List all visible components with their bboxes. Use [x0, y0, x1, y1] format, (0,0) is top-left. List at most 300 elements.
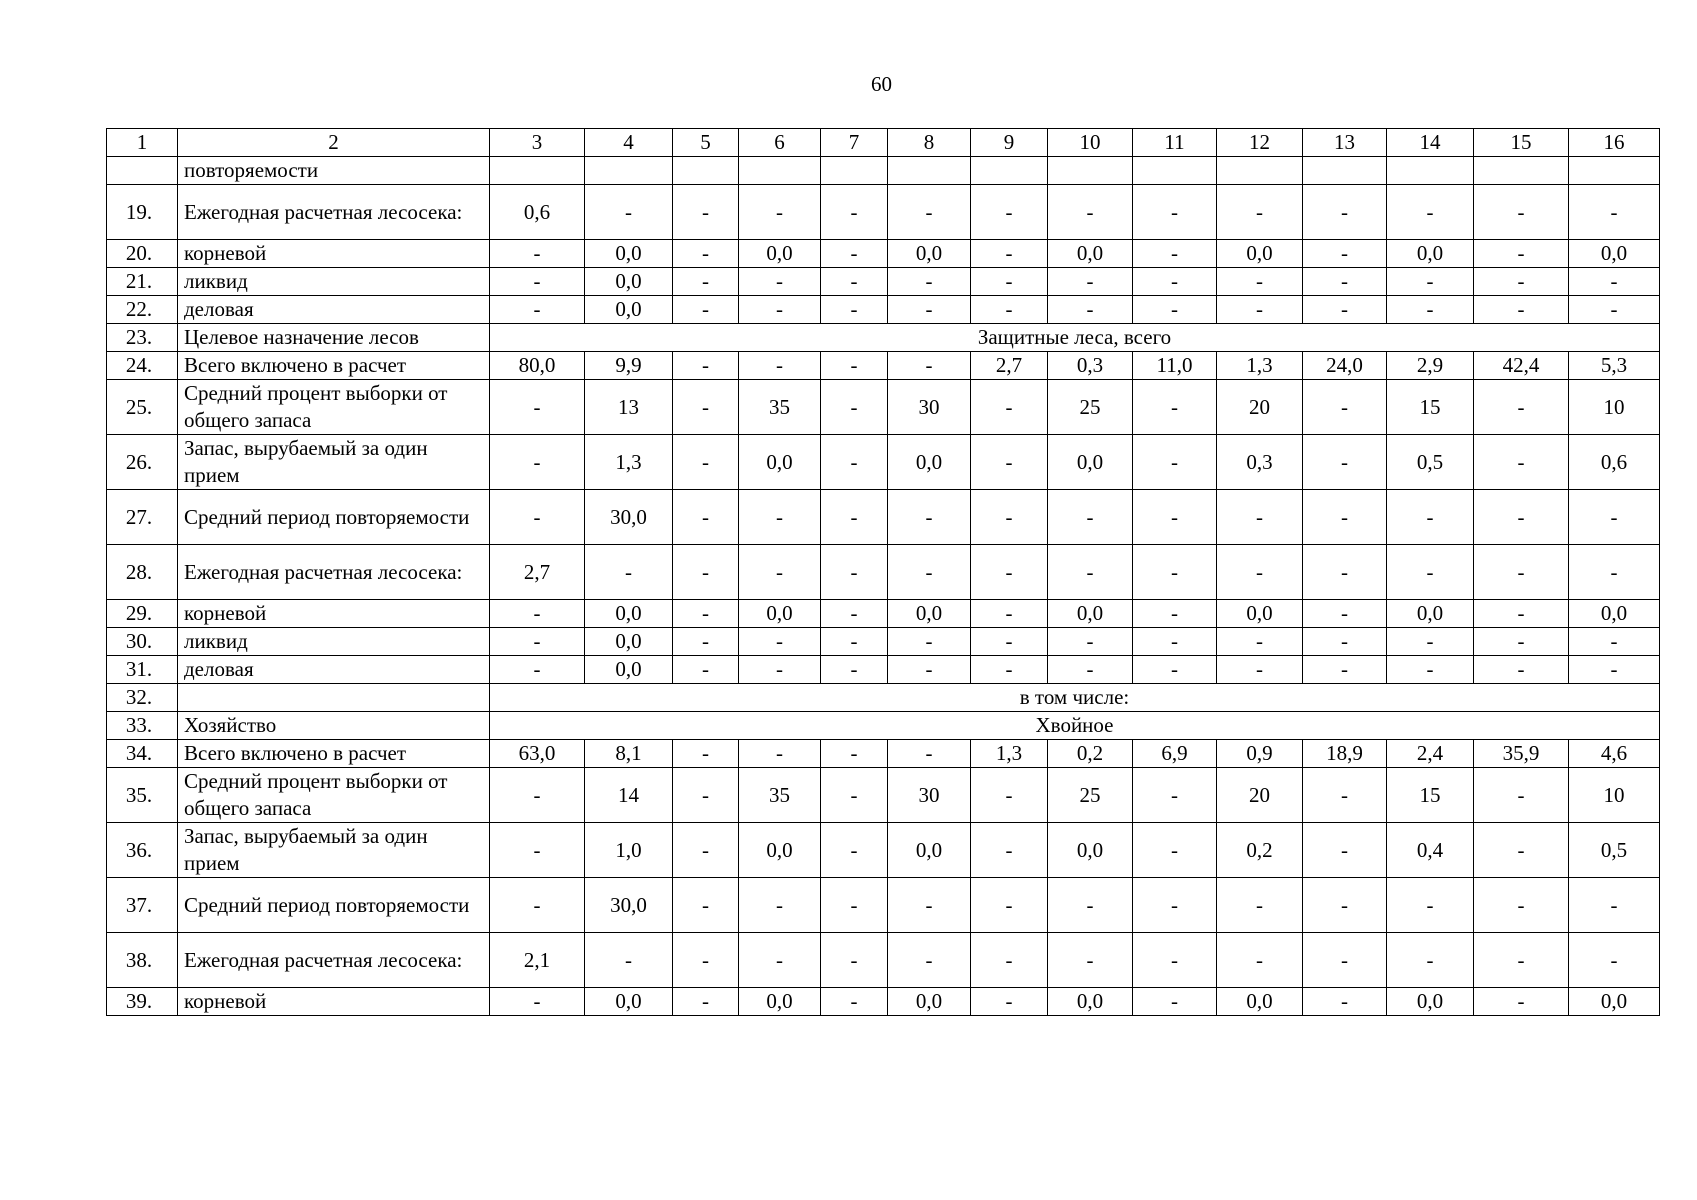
column-number-header: 13 [1303, 129, 1387, 157]
table-cell: - [739, 656, 821, 684]
table-cell: - [585, 933, 673, 988]
table-cell: 5,3 [1569, 352, 1660, 380]
table-cell: 1,3 [1217, 352, 1303, 380]
table-cell: - [1303, 545, 1387, 600]
table-cell: 0,0 [1048, 240, 1133, 268]
table-cell: - [1569, 545, 1660, 600]
table-cell: - [971, 296, 1048, 324]
table-cell: - [1048, 545, 1133, 600]
table-cell [1569, 157, 1660, 185]
table-cell: - [1048, 933, 1133, 988]
table-cell: - [673, 988, 739, 1016]
row-number: 35. [107, 768, 178, 823]
table-cell: - [739, 352, 821, 380]
row-number: 37. [107, 878, 178, 933]
table-cell: - [1303, 878, 1387, 933]
table-cell: 42,4 [1474, 352, 1569, 380]
row-number: 34. [107, 740, 178, 768]
table-cell: 0,0 [585, 600, 673, 628]
column-number-header: 4 [585, 129, 673, 157]
table-cell: 25 [1048, 768, 1133, 823]
table-cell: 10 [1569, 380, 1660, 435]
table-row [107, 352, 1660, 380]
table-cell: - [1303, 435, 1387, 490]
row-label: деловая [178, 296, 490, 324]
table-cell: 0,0 [585, 656, 673, 684]
table-cell: - [1303, 490, 1387, 545]
table-cell: - [888, 628, 971, 656]
row-label: ликвид [178, 268, 490, 296]
table-row [107, 823, 1660, 878]
table-cell: 35,9 [1474, 740, 1569, 768]
table-cell: 30 [888, 380, 971, 435]
row-number [107, 157, 178, 185]
page-number: 60 [871, 72, 892, 96]
column-number-header: 16 [1569, 129, 1660, 157]
table-cell: - [739, 268, 821, 296]
table-cell: - [888, 878, 971, 933]
section-heading: Защитные леса, всего [490, 324, 1660, 352]
table-row [107, 933, 1660, 988]
table-row [107, 628, 1660, 656]
table-cell: - [821, 878, 888, 933]
table-cell [1387, 157, 1474, 185]
table-cell: 20 [1217, 768, 1303, 823]
row-label: Всего включено в расчет [178, 740, 490, 768]
table-cell [585, 157, 673, 185]
table-cell: - [739, 628, 821, 656]
table-cell: - [971, 878, 1048, 933]
table-cell: - [1303, 185, 1387, 240]
table-cell: - [821, 823, 888, 878]
row-label: Средний процент выборки от общего запаса [178, 380, 490, 435]
row-label: корневой [178, 240, 490, 268]
table-cell: - [673, 352, 739, 380]
table-cell: 24,0 [1303, 352, 1387, 380]
table-row [107, 545, 1660, 600]
table-row [107, 490, 1660, 545]
table-cell: - [1133, 878, 1217, 933]
table-cell: - [1474, 656, 1569, 684]
row-number: 28. [107, 545, 178, 600]
table-cell: 0,0 [739, 823, 821, 878]
table-cell: - [888, 740, 971, 768]
row-number: 26. [107, 435, 178, 490]
table-cell: 0,2 [1217, 823, 1303, 878]
row-label: Средний процент выборки от общего запаса [178, 768, 490, 823]
table-cell: 2,9 [1387, 352, 1474, 380]
table-cell: - [673, 185, 739, 240]
table-cell [888, 157, 971, 185]
table-cell: 2,4 [1387, 740, 1474, 768]
table-cell: 18,9 [1303, 740, 1387, 768]
table-cell: - [1133, 435, 1217, 490]
table-cell: 0,0 [739, 600, 821, 628]
table-cell: - [1387, 545, 1474, 600]
column-number-header: 14 [1387, 129, 1474, 157]
table-cell: - [821, 656, 888, 684]
row-label: ликвид [178, 628, 490, 656]
table-cell: 0,0 [1217, 988, 1303, 1016]
table-cell [971, 157, 1048, 185]
table-cell: - [821, 740, 888, 768]
table-row [107, 656, 1660, 684]
table-cell: - [490, 240, 585, 268]
table-cell: - [1569, 628, 1660, 656]
table-cell: - [1474, 490, 1569, 545]
table-cell: - [739, 490, 821, 545]
table-cell: - [1217, 933, 1303, 988]
table-cell: 11,0 [1133, 352, 1217, 380]
row-number: 22. [107, 296, 178, 324]
table-cell: - [1474, 933, 1569, 988]
table-row [107, 324, 1660, 352]
table-cell: - [673, 656, 739, 684]
table-cell: 0,5 [1387, 435, 1474, 490]
table-cell: 0,5 [1569, 823, 1660, 878]
table-cell: 30,0 [585, 490, 673, 545]
table-cell: - [1387, 185, 1474, 240]
table-cell: - [1387, 656, 1474, 684]
table-cell: - [971, 933, 1048, 988]
table-cell: - [1133, 656, 1217, 684]
table-cell: - [971, 628, 1048, 656]
row-label: Средний период повторяемости [178, 490, 490, 545]
table-cell: 0,2 [1048, 740, 1133, 768]
table-cell [1133, 157, 1217, 185]
table-cell: - [490, 296, 585, 324]
table-cell: - [1048, 878, 1133, 933]
table-cell: - [971, 545, 1048, 600]
table-cell: - [1217, 268, 1303, 296]
table-cell: - [1303, 823, 1387, 878]
table-cell: - [1048, 268, 1133, 296]
table-cell: - [1133, 185, 1217, 240]
row-number: 39. [107, 988, 178, 1016]
table-cell: - [888, 268, 971, 296]
table-cell: - [1217, 490, 1303, 545]
table-cell: - [1569, 933, 1660, 988]
table-cell: - [1217, 545, 1303, 600]
table-cell: 0,0 [1569, 240, 1660, 268]
table-cell: - [673, 380, 739, 435]
table-cell: - [1387, 268, 1474, 296]
table-cell: - [673, 435, 739, 490]
row-label: Ежегодная расчетная лесосека: [178, 545, 490, 600]
table-cell: - [1133, 628, 1217, 656]
table-cell: - [1303, 600, 1387, 628]
table-cell: - [1303, 768, 1387, 823]
table-cell: 6,9 [1133, 740, 1217, 768]
table-cell: - [673, 823, 739, 878]
column-number-header: 7 [821, 129, 888, 157]
table-cell: - [585, 545, 673, 600]
row-label: Средний период повторяемости [178, 878, 490, 933]
table-cell: - [1133, 988, 1217, 1016]
table-cell: - [1569, 490, 1660, 545]
table-cell: - [1474, 628, 1569, 656]
table-cell: 0,0 [1569, 600, 1660, 628]
table-cell: - [739, 296, 821, 324]
table-cell: - [1133, 380, 1217, 435]
table-cell: 0,0 [1387, 600, 1474, 628]
table-cell: - [673, 878, 739, 933]
row-label: корневой [178, 988, 490, 1016]
table-cell: - [1303, 988, 1387, 1016]
table-cell: - [490, 490, 585, 545]
table-cell: - [821, 933, 888, 988]
column-number-header: 10 [1048, 129, 1133, 157]
table-cell: 0,3 [1217, 435, 1303, 490]
row-number: 38. [107, 933, 178, 988]
table-cell: - [1217, 296, 1303, 324]
table-cell: 1,3 [971, 740, 1048, 768]
table-cell: 35 [739, 380, 821, 435]
table-cell: - [821, 380, 888, 435]
table-cell: - [971, 988, 1048, 1016]
table-cell: 0,0 [1569, 988, 1660, 1016]
table-cell: 0,0 [888, 988, 971, 1016]
table-cell: 0,0 [739, 435, 821, 490]
table-cell: - [1303, 380, 1387, 435]
table-cell: - [739, 545, 821, 600]
table-cell: - [1217, 628, 1303, 656]
table-row [107, 380, 1660, 435]
table-cell: - [1217, 656, 1303, 684]
table-cell: - [888, 656, 971, 684]
row-number: 20. [107, 240, 178, 268]
table-cell: - [1387, 878, 1474, 933]
table-cell: - [821, 435, 888, 490]
table-cell: - [1474, 878, 1569, 933]
table-row [107, 268, 1660, 296]
data-table [106, 128, 1660, 1016]
table-cell: - [673, 600, 739, 628]
table-cell: 25 [1048, 380, 1133, 435]
table-cell: - [1569, 878, 1660, 933]
table-cell: - [1048, 296, 1133, 324]
row-number: 29. [107, 600, 178, 628]
table-cell [1303, 157, 1387, 185]
table-cell: - [673, 545, 739, 600]
table-row [107, 768, 1660, 823]
table-cell: 2,7 [971, 352, 1048, 380]
table-cell: 80,0 [490, 352, 585, 380]
table-cell: - [971, 600, 1048, 628]
table-cell: - [971, 823, 1048, 878]
table-cell: - [821, 352, 888, 380]
table-row [107, 296, 1660, 324]
row-label: корневой [178, 600, 490, 628]
table-cell: 1,3 [585, 435, 673, 490]
table-cell: 15 [1387, 380, 1474, 435]
table-cell: - [1474, 545, 1569, 600]
column-number-header: 2 [178, 129, 490, 157]
column-number-header: 12 [1217, 129, 1303, 157]
header-row [107, 129, 1660, 157]
table-cell: 0,3 [1048, 352, 1133, 380]
table-cell: - [1474, 435, 1569, 490]
table-row [107, 185, 1660, 240]
table-cell: - [490, 656, 585, 684]
row-label [178, 684, 490, 712]
table-cell: - [888, 490, 971, 545]
table-cell: - [1569, 656, 1660, 684]
table-cell: - [1474, 380, 1569, 435]
table-cell [1048, 157, 1133, 185]
section-heading: в том числе: [490, 684, 1660, 712]
table-cell: 0,0 [1217, 240, 1303, 268]
table-cell: 0,0 [1387, 988, 1474, 1016]
table-cell: 15 [1387, 768, 1474, 823]
table-cell [821, 157, 888, 185]
table-cell: - [673, 628, 739, 656]
row-number: 25. [107, 380, 178, 435]
table-cell: 63,0 [490, 740, 585, 768]
table-cell: - [739, 933, 821, 988]
table-cell: - [1133, 490, 1217, 545]
table-cell: - [971, 435, 1048, 490]
table-cell: - [1048, 628, 1133, 656]
table-cell: - [673, 296, 739, 324]
table-cell: - [1387, 490, 1474, 545]
row-number: 36. [107, 823, 178, 878]
table-cell: 0,0 [585, 628, 673, 656]
table-cell: - [821, 490, 888, 545]
column-number-header: 9 [971, 129, 1048, 157]
row-number: 27. [107, 490, 178, 545]
table-cell: - [1474, 240, 1569, 268]
table-cell: - [971, 490, 1048, 545]
table-cell: - [821, 628, 888, 656]
table-cell: 9,9 [585, 352, 673, 380]
table-cell: - [821, 600, 888, 628]
table-cell: 0,0 [739, 988, 821, 1016]
table-cell: - [1303, 240, 1387, 268]
table-cell: - [1133, 268, 1217, 296]
table-cell: 10 [1569, 768, 1660, 823]
table-cell: - [1048, 656, 1133, 684]
table-cell: 30 [888, 768, 971, 823]
table-cell: - [821, 545, 888, 600]
table-cell: 0,0 [888, 435, 971, 490]
table-cell: - [821, 185, 888, 240]
table-cell: - [739, 185, 821, 240]
table-cell: - [490, 988, 585, 1016]
table-cell: - [739, 878, 821, 933]
table-cell: - [490, 380, 585, 435]
table-cell: - [971, 185, 1048, 240]
row-label: Хозяйство [178, 712, 490, 740]
row-number: 33. [107, 712, 178, 740]
table-cell: - [888, 352, 971, 380]
table-cell: 35 [739, 768, 821, 823]
table-cell: 0,0 [1217, 600, 1303, 628]
table-cell: - [1474, 296, 1569, 324]
table-cell: - [490, 268, 585, 296]
table-cell: - [490, 628, 585, 656]
table-cell [1217, 157, 1303, 185]
table-cell: - [821, 296, 888, 324]
table-row [107, 684, 1660, 712]
column-number-header: 11 [1133, 129, 1217, 157]
table-row [107, 878, 1660, 933]
table-cell: - [971, 240, 1048, 268]
table-cell: - [673, 268, 739, 296]
table-cell: - [1303, 268, 1387, 296]
table-cell: 0,0 [585, 988, 673, 1016]
table-cell: 20 [1217, 380, 1303, 435]
table-cell: - [1133, 823, 1217, 878]
table-cell: - [1474, 185, 1569, 240]
table-cell: 0,0 [1387, 240, 1474, 268]
table-cell: - [1474, 600, 1569, 628]
column-number-header: 15 [1474, 129, 1569, 157]
column-number-header: 3 [490, 129, 585, 157]
table-cell: 0,0 [888, 240, 971, 268]
table-cell: 0,4 [1387, 823, 1474, 878]
table-cell: - [490, 823, 585, 878]
row-label: Целевое назначение лесов [178, 324, 490, 352]
column-number-header: 8 [888, 129, 971, 157]
table-cell: - [490, 600, 585, 628]
table-cell: 0,0 [585, 268, 673, 296]
table-cell: 0,6 [490, 185, 585, 240]
table-cell: - [821, 988, 888, 1016]
table-cell: 13 [585, 380, 673, 435]
row-number: 21. [107, 268, 178, 296]
table-cell: 8,1 [585, 740, 673, 768]
table-cell: - [888, 545, 971, 600]
section-heading: Хвойное [490, 712, 1660, 740]
table-cell: - [971, 768, 1048, 823]
table-cell: - [1303, 628, 1387, 656]
row-number: 30. [107, 628, 178, 656]
column-number-header: 6 [739, 129, 821, 157]
table-cell [739, 157, 821, 185]
table-cell: 0,0 [888, 600, 971, 628]
table-cell: - [971, 380, 1048, 435]
table-cell: - [1387, 933, 1474, 988]
row-label: повторяемости [178, 157, 490, 185]
table-cell: 14 [585, 768, 673, 823]
table-cell: 2,1 [490, 933, 585, 988]
table-cell: - [1133, 545, 1217, 600]
table-cell [1474, 157, 1569, 185]
table-cell: - [1569, 296, 1660, 324]
table-cell: - [971, 656, 1048, 684]
row-number: 31. [107, 656, 178, 684]
table-cell: - [888, 933, 971, 988]
table-cell: 2,7 [490, 545, 585, 600]
table-cell: 0,0 [585, 296, 673, 324]
row-label: Запас, вырубаемый за один прием [178, 435, 490, 490]
table-cell: - [1474, 768, 1569, 823]
table-row [107, 712, 1660, 740]
table-cell: - [739, 740, 821, 768]
table-cell: - [888, 185, 971, 240]
table-cell: - [1133, 933, 1217, 988]
table-row [107, 988, 1660, 1016]
table-cell: - [1474, 268, 1569, 296]
table-cell: - [1048, 490, 1133, 545]
table-cell: - [821, 240, 888, 268]
table-cell [490, 157, 585, 185]
table-cell: - [490, 768, 585, 823]
table-cell: - [673, 768, 739, 823]
table-cell: - [673, 490, 739, 545]
table-cell: - [585, 185, 673, 240]
